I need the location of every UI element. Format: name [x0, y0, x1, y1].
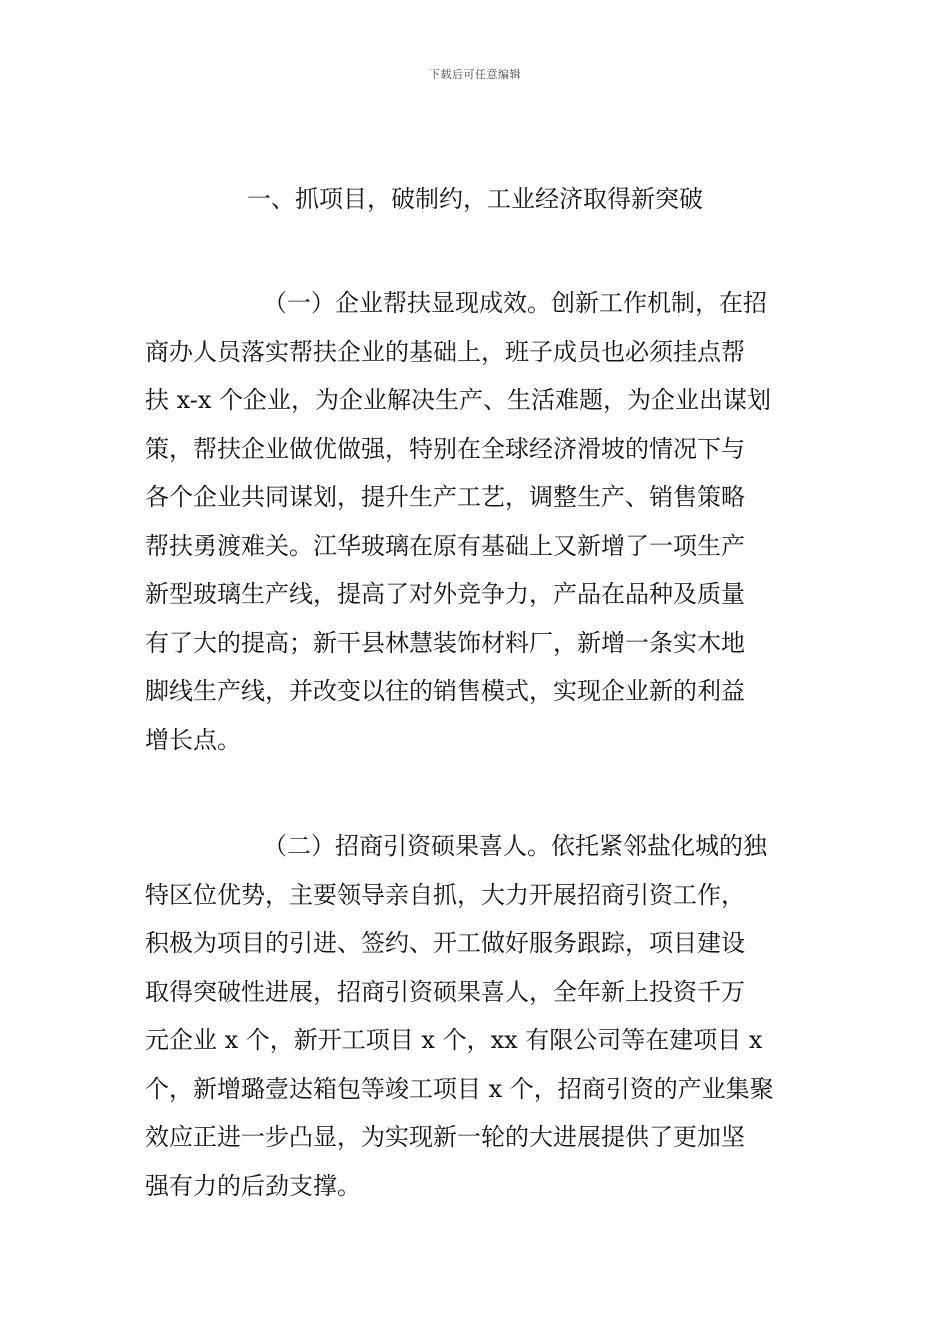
paragraph-line: 强有力的后劲支撑。 — [145, 1171, 361, 1200]
download-note: 下载后可任意编辑 — [429, 68, 521, 81]
paragraph-line: 取得突破性进展，招商引资硕果喜人，全年新上投资千万 — [145, 977, 745, 1006]
paragraph-line: （一）企业帮扶显现成效。创新工作机制，在招 — [263, 289, 767, 317]
paragraph-line: 脚线生产线，并改变以往的销售模式，实现企业新的利益 — [145, 677, 745, 705]
paragraph-line: 帮扶勇渡难关。江华玻璃在原有基础上又新增了一项生产 — [145, 531, 745, 560]
paragraph-line: （二）招商引资硕果喜人。依托紧邻盐化城的独 — [263, 832, 767, 860]
paragraph-line: 商办人员落实帮扶企业的基础上，班子成员也必须挂点帮 — [145, 337, 745, 366]
paragraph-line: 新型玻璃生产线，提高了对外竞争力，产品在品种及质量 — [145, 580, 745, 608]
paragraph-line: 效应正进一步凸显，为实现新一轮的大进展提供了更加坚 — [145, 1123, 745, 1151]
paragraph-line: 增长点。 — [145, 725, 241, 754]
paragraph-line: 积极为项目的引进、签约、开工做好服务跟踪，项目建设 — [145, 929, 745, 957]
paragraph-line: 策，帮扶企业做优做强，特别在全球经济滑坡的情况下与 — [145, 434, 745, 463]
paragraph-enterprise-support — [145, 279, 810, 764]
paragraph-investment-attraction — [145, 822, 810, 1210]
paragraph-line: 个，新增璐壹达箱包等竣工项目 x 个，招商引资的产业集聚 — [145, 1074, 774, 1103]
paragraph-line: 有了大的提高；新干县林慧装饰材料厂，新增一条实木地 — [145, 628, 745, 657]
section-heading: 一、抓项目，破制约，工业经济取得新突破 — [247, 185, 703, 213]
paragraph-line: 扶 x-x 个企业，为企业解决生产、生活难题，为企业出谋划 — [145, 386, 772, 414]
paragraph-line: 各个企业共同谋划，提升生产工艺，调整生产、销售策略 — [145, 483, 745, 511]
paragraph-line: 特区位优势，主要领导亲自抓，大力开展招商引资工作， — [145, 880, 745, 909]
paragraph-line: 元企业 x 个，新开工项目 x 个，xx 有限公司等在建项目 x — [145, 1026, 763, 1054]
